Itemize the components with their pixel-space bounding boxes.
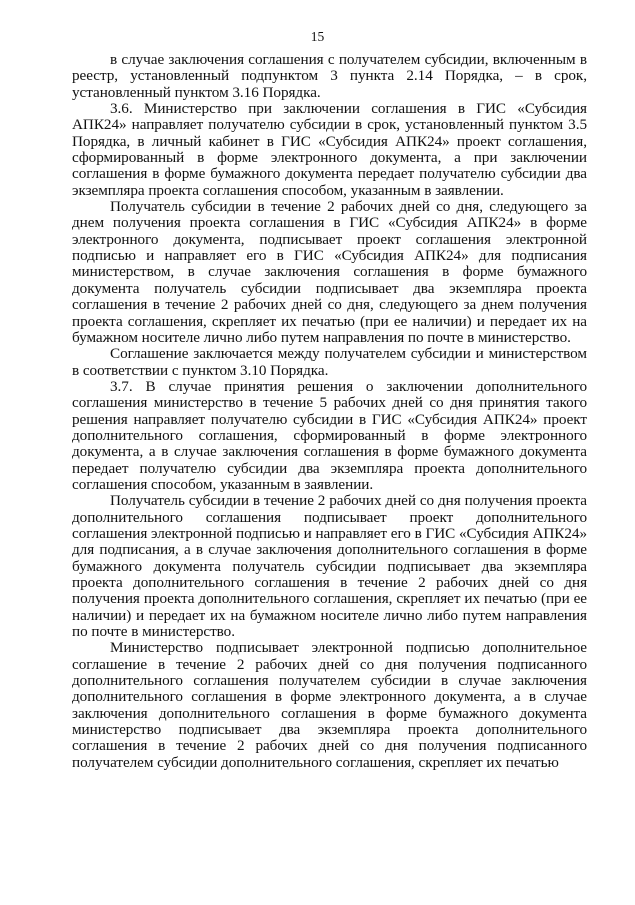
paragraph-recipient-additional-signing: Получатель субсидии в течение 2 рабочих дней со дня получения проекта дополнительного соглашения подписывает проект дополнительного соглашения электронной подписью и направляет его в ГИС «Субсидия АПК24» для подписания, а в случае заключения дополнительного соглашения в форме бумажного документа получатель субсидии подписывает два экземпляра проекта дополнительного соглашения в течение 2 рабочих дней со дня получения проекта дополнительного соглашения, скрепляет их печатью (при ее наличии) и передает их на бумажном носителе лично либо путем направления по почте в министерство.	[72, 492, 587, 641]
page-number: 15	[310, 29, 325, 44]
paragraph-recipient-signing: Получатель субсидии в течение 2 рабочих дней со дня, следующего за днем получения проекта соглашения в ГИС «Субсидия АПК24» в форме электронного документа, подписывает проект соглашения электронной подписью и направляет его в ГИС «Субсидия АПК24» для подписания министерством, в случае заключения соглашения в форме бумажного документа получатель субсидии подписывает два экземпляра проекта соглашения в течение 2 рабочих дней со дня, следующего за днем получения проекта соглашения, скрепляет их печатью (при ее наличии) и передает их на бумажном носителе лично либо путем направления по почте в министерство.	[72, 198, 587, 346]
paragraph-agreement-concluded: Соглашение заключается между получателем субсидии и министерством в соответствии с пунктом 3.10 Порядка.	[72, 345, 587, 379]
paragraph-3-7: 3.7. В случае принятия решения о заключении дополнительного соглашения министерство в течение 5 рабочих дней со дня принятия такого решения направляет получателю субсидии в ГИС «Субсидия АПК24» проект дополнительного соглашения, сформированный в форме электронного документа, а в случае заключения соглашения в форме бумажного документа передает получателю субсидии два экземпляра проекта дополнительного соглашения способом, указанным в заявлении.	[72, 377, 587, 493]
paragraph-continuation: в случае заключения соглашения с получателем субсидии, включенным в реестр, установленный подпунктом 3 пункта 2.14 Порядка, – в срок, установленный пунктом 3.16 Порядка.	[72, 51, 587, 101]
paragraph-3-6: 3.6. Министерство при заключении соглашения в ГИС «Субсидия АПК24» направляет получателю субсидии в срок, установленный пунктом 3.5 Порядка, в личный кабинет в ГИС «Субсидия АПК24» проект соглашения, сформированный в форме электронного документа, а при заключении соглашения в форме бумажного документа передает получателю субсидии два экземпляра проекта соглашения способом, указанным в заявлении.	[72, 100, 587, 199]
paragraph-ministry-signing: Министерство подписывает электронной подписью дополнительное соглашение в течение 2 рабочих дней со дня получения подписанного дополнительного соглашения получателем субсидии в случае заключения дополнительного соглашения в форме электронного документа, а в случае заключения дополнительного соглашения в форме бумажного документа министерство подписывает два экземпляра проекта дополнительного соглашения в течение 2 рабочих дней со дня получения подписанного получателем субсидии дополнительного соглашения, скрепляет их печатью	[72, 639, 587, 771]
document-body	[72, 52, 587, 771]
